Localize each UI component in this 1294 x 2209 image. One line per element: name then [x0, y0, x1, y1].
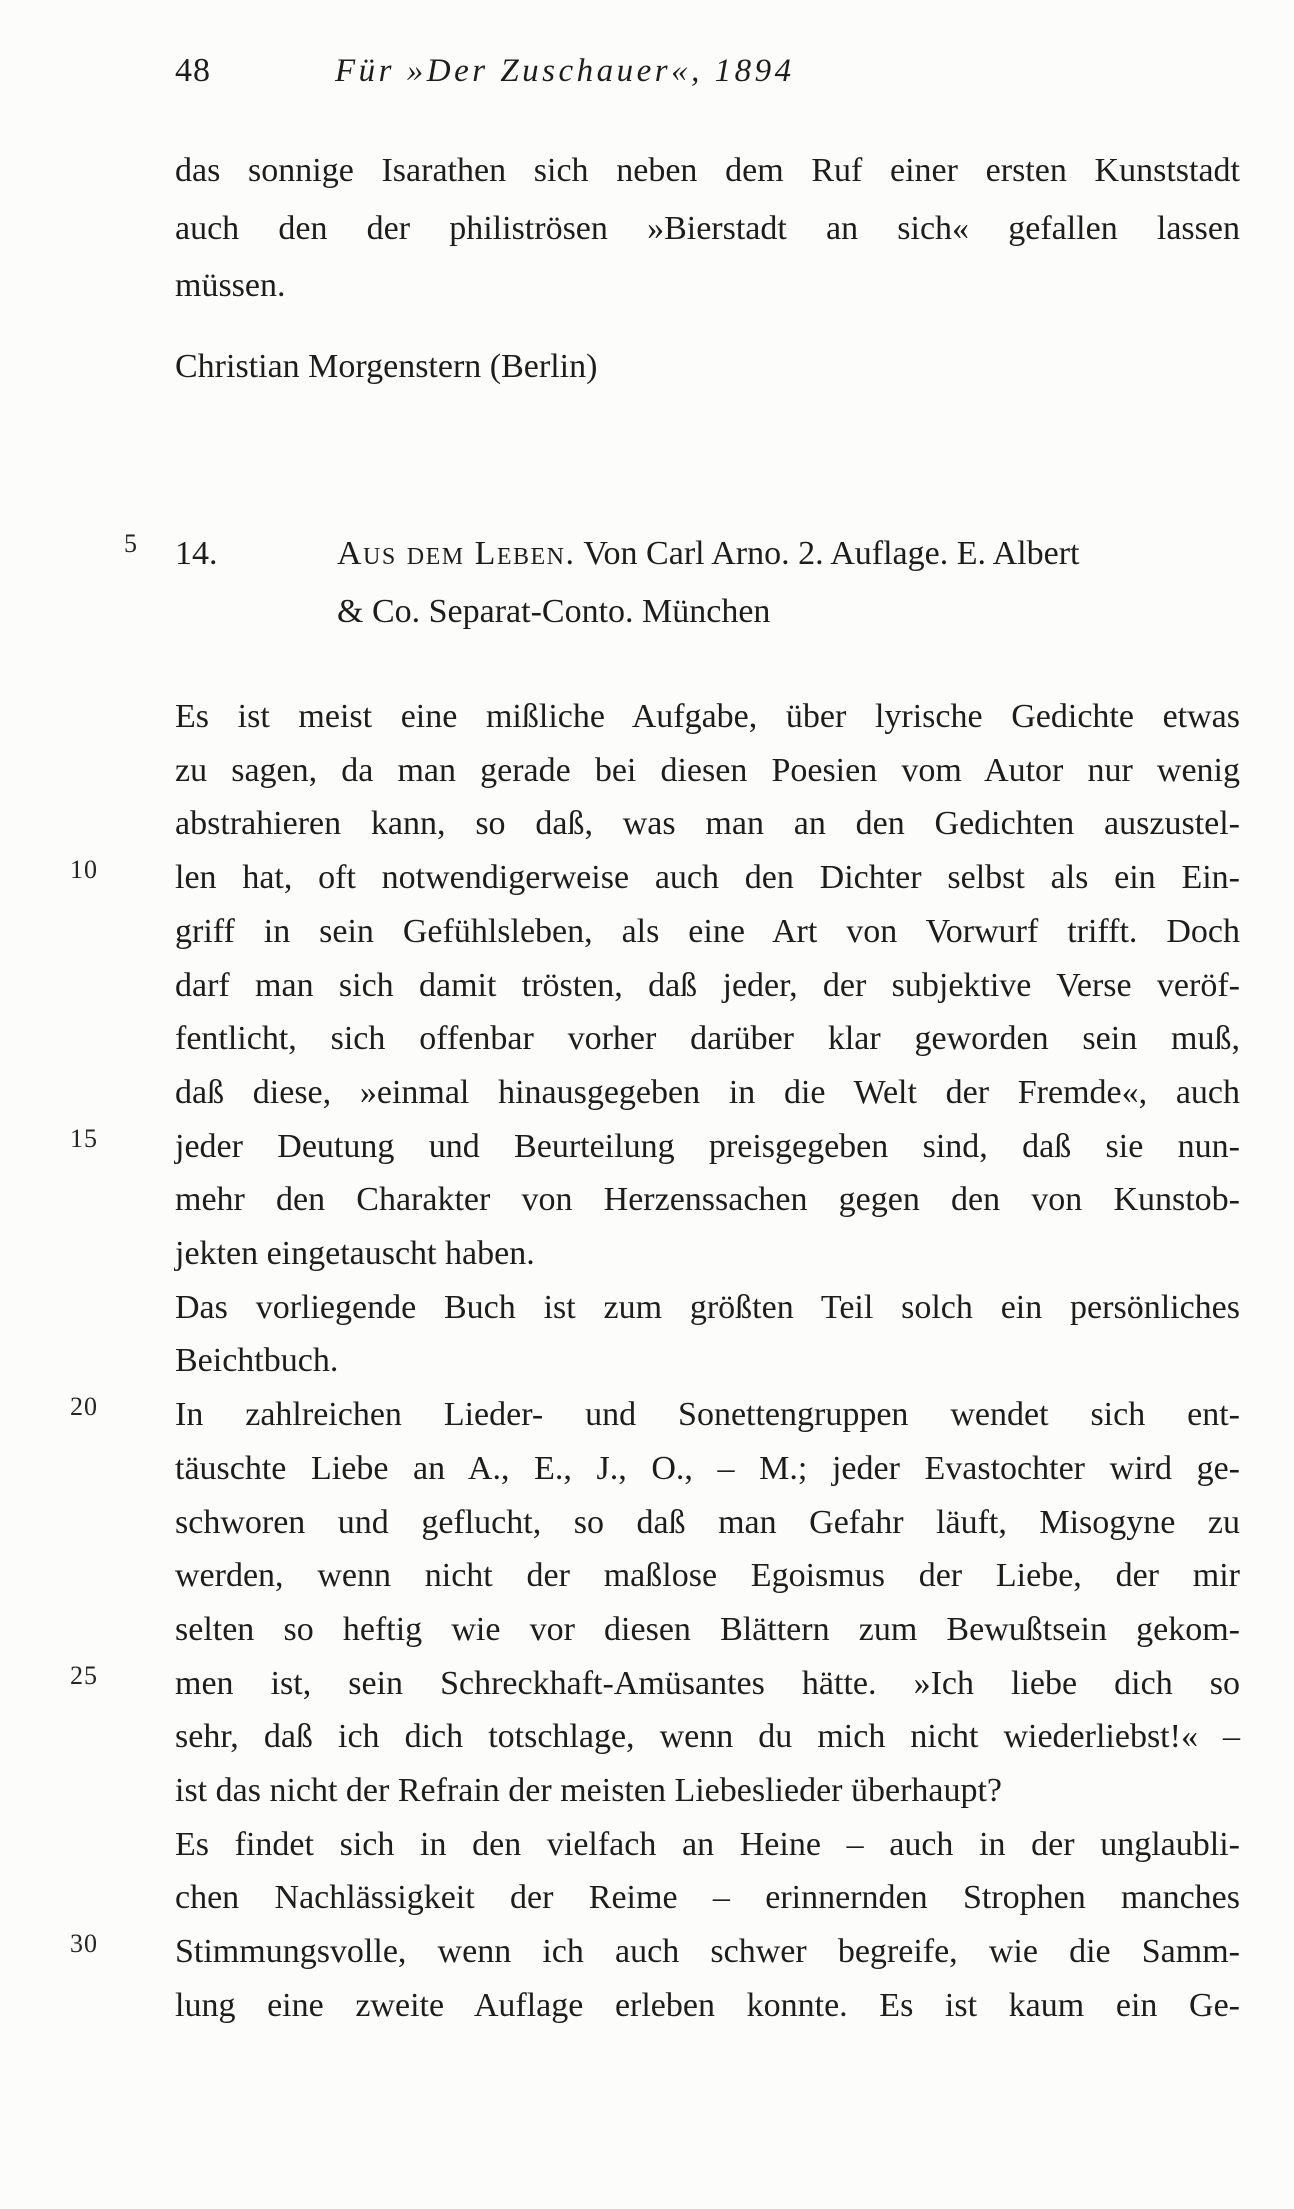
entry-heading-line2 [337, 583, 1240, 641]
running-title: Für »Der Zuschauer«, 1894 [335, 53, 795, 89]
text-line [175, 1281, 1240, 1335]
line-text: werden, wenn nicht der maßlose Egoismus der Liebe, der mir [175, 1557, 1240, 1595]
line-text: Beichtbuch. [175, 1342, 339, 1380]
text-line [175, 1764, 1240, 1818]
line-text: müssen. [175, 267, 286, 304]
page-number: 48 [175, 52, 211, 89]
line-text: lung eine zweite Auflage erleben konnte. Es ist kaum ein Ge- [175, 1986, 1240, 2024]
line-text: jekten eingetauscht haben. [175, 1235, 535, 1273]
line-text: mehr den Charakter von Herzenssachen gegen den von Kunstob- [175, 1181, 1240, 1219]
text-line [175, 1603, 1240, 1657]
carryover-paragraph [175, 142, 1240, 315]
line-text: ist das nicht der Refrain der meisten Liebeslieder überhaupt? [175, 1772, 1003, 1810]
line-text: das sonnige Isarathen sich neben dem Ruf einer ersten Kunststadt [175, 152, 1240, 189]
margin-line-number: 25 [70, 1660, 98, 1690]
entry-heading [124, 525, 1240, 640]
text-line [175, 200, 1240, 258]
text-line [175, 1173, 1240, 1227]
text-line [70, 1925, 1240, 1979]
margin-line-number: 5 [124, 529, 138, 558]
text-line [175, 1818, 1240, 1872]
text-line [70, 1120, 1240, 1174]
review-body [70, 690, 1240, 2033]
margin-line-number: 20 [70, 1392, 98, 1422]
line-text: abstrahieren kann, so daß, was man an den Gedichten auszustel- [175, 805, 1240, 843]
text-line [175, 959, 1240, 1013]
text-line [175, 1066, 1240, 1120]
entry-item-number: 14. [175, 535, 218, 572]
entry-title-rest: Von Carl Arno. 2. Auflage. E. Albert [575, 535, 1080, 572]
text-line [70, 1657, 1240, 1711]
line-text: selten so heftig wie vor diesen Blättern zum Bewußtsein gekom- [175, 1610, 1240, 1648]
line-text: jeder Deutung und Beurteilung preisgegeben sind, daß sie nun- [175, 1127, 1240, 1165]
running-head [175, 52, 1240, 90]
line-text: fentlicht, sich offenbar vorher darüber klar geworden sein muß, [175, 1020, 1240, 1058]
text-line [175, 797, 1240, 851]
text-line [175, 1549, 1240, 1603]
text-line [175, 257, 1240, 315]
margin-line-number: 30 [70, 1929, 98, 1959]
line-text: Es ist meist eine mißliche Aufgabe, über lyrische Gedichte etwas [175, 698, 1240, 735]
line-text: sehr, daß ich dich totschlage, wenn du mich nicht wiederliebst!« – [175, 1718, 1240, 1756]
text-line [175, 1979, 1240, 2033]
text-line [175, 1334, 1240, 1388]
text-line [70, 851, 1240, 905]
line-text: darf man sich damit trösten, daß jeder, der subjektive Verse veröf- [175, 966, 1240, 1004]
line-text: schworen und geflucht, so daß man Gefahr läuft, Misogyne zu [175, 1503, 1240, 1541]
line-text: men ist, sein Schreckhaft-Amüsantes hätte. »Ich liebe dich so [175, 1664, 1240, 1702]
line-text: Das vorliegende Buch ist zum größten Teil solch ein persönliches [175, 1288, 1240, 1326]
margin-line-number: 15 [70, 1123, 98, 1153]
text-line [175, 905, 1240, 959]
text-line [175, 690, 1240, 744]
text-line [175, 142, 1240, 200]
text-line [175, 1496, 1240, 1550]
line-text: chen Nachlässigkeit der Reime – erinnernden Strophen manches [175, 1879, 1240, 1917]
text-line [70, 1388, 1240, 1442]
margin-line-number: 10 [70, 855, 98, 885]
line-text: daß diese, »einmal hinausgegeben in die Welt der Fremde«, auch [175, 1073, 1240, 1111]
entry-heading-line2-text: & Co. Separat-Conto. München [337, 592, 771, 630]
text-line [175, 1012, 1240, 1066]
signature-text: Christian Morgenstern (Berlin) [175, 348, 598, 385]
text-line [175, 1871, 1240, 1925]
signature-block [175, 338, 1240, 396]
line-text: In zahlreichen Lieder- und Sonettengruppen wendet sich ent- [175, 1396, 1240, 1434]
line-text: zu sagen, da man gerade bei diesen Poesien vom Autor nur wenig [175, 751, 1240, 789]
line-text: Stimmungsvolle, wenn ich auch schwer begreife, wie die Samm- [175, 1933, 1240, 1971]
entry-title-smallcaps: Aus dem Leben. [337, 535, 576, 572]
line-text: griff in sein Gefühlsleben, als eine Art von Vorwurf trifft. Doch [175, 912, 1240, 950]
text-line [175, 744, 1240, 798]
line-text: auch den der philiströsen »Bierstadt an sich« gefallen lassen [175, 209, 1240, 247]
text-line [175, 1442, 1240, 1496]
line-text: len hat, oft notwendigerweise auch den Dichter selbst als ein Ein- [175, 859, 1240, 897]
line-text: täuschte Liebe an A., E., J., O., – M.; jeder Evastochter wird ge- [175, 1449, 1240, 1487]
text-line [175, 1710, 1240, 1764]
text-line [175, 1227, 1240, 1281]
text-line [175, 338, 1240, 396]
line-text: Es findet sich in den vielfach an Heine – auch in der unglaubli- [175, 1825, 1240, 1863]
entry-heading-line1 [337, 525, 1240, 583]
